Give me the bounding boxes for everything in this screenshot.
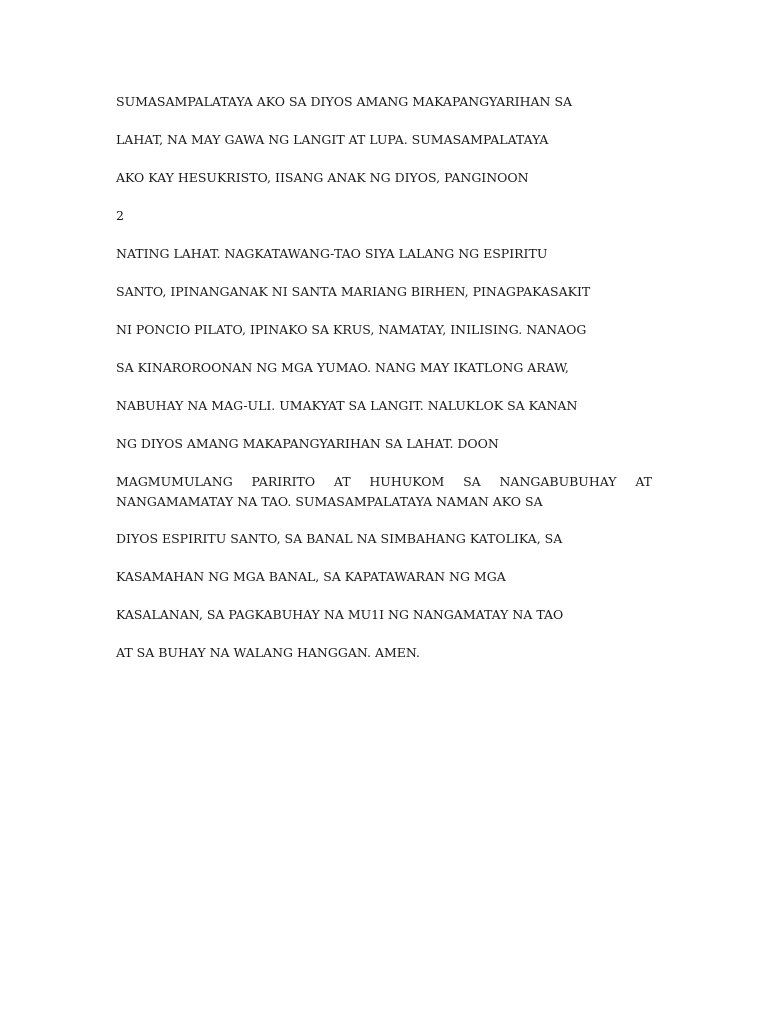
text-line: KASAMAHAN NG MGA BANAL, SA KAPATAWARAN NG MGA [116,569,506,584]
justified-paragraph [116,472,652,512]
text-line: DIYOS ESPIRITU SANTO, SA BANAL NA SIMBAHANG KATOLIKA, SA [116,531,563,546]
text-line: NI PONCIO PILATO, IPINAKO SA KRUS, NAMATAY, INILISING. NANAOG [116,322,587,337]
text-line: NABUHAY NA MAG-ULI. UMAKYAT SA LANGIT. NALUKLOK SA KANAN [116,398,578,413]
justified-line: NANGAMAMATAY NA TAO. SUMASAMPALATAYA NAMAN AKO SA [116,494,543,509]
text-line: LAHAT, NA MAY GAWA NG LANGIT AT LUPA. SUMASAMPALATAYA [116,132,549,147]
text-line: NATING LAHAT. NAGKATAWANG-TAO SIYA LALANG NG ESPIRITU [116,246,548,261]
text-line: NG DIYOS AMANG MAKAPANGYARIHAN SA LAHAT. DOON [116,436,499,451]
text-line: SA KINAROROONAN NG MGA YUMAO. NANG MAY IKATLONG ARAW, [116,360,569,375]
text-line: SUMASAMPALATAYA AKO SA DIYOS AMANG MAKAPANGYARIHAN SA [116,94,573,109]
page-number: 2 [116,208,124,223]
text-line: AT SA BUHAY NA WALANG HANGGAN. AMEN. [116,645,421,660]
justified-line: MAGMUMULANG PARIRITO AT HUHUKOM SA NANGABUBUHAY AT [116,474,652,489]
text-line: AKO KAY HESUKRISTO, IISANG ANAK NG DIYOS, PANGINOON [116,170,529,185]
text-line: KASALANAN, SA PAGKABUHAY NA MU1I NG NANGAMATAY NA TAO [116,607,564,622]
text-line: SANTO, IPINANGANAK NI SANTA MARIANG BIRHEN, PINAGPAKASAKIT [116,284,591,299]
